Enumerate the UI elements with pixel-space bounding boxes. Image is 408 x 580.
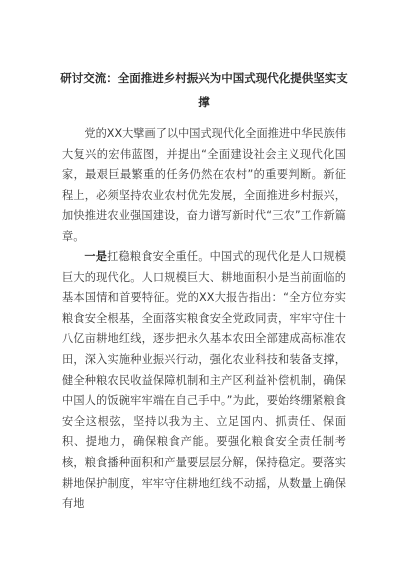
paragraph-intro-text: 党的XX大擘画了以中国式现代化全面推进中华民族伟大复兴的宏伟蓝图，并提出“全面建设社会主义现代化国家，最艰巨最繁重的任务仍然在农村”的重要判断。新征程上，必须坚持农业农村优先发展，全面推进乡村振兴，加快推进农业强国建设，奋力谱写新时代“三农”工作新篇章。 [62,127,346,243]
paragraph-food-security [62,247,346,515]
paragraph-food-security-text: 扛稳粮食安全重任。中国式的现代化是人口规模巨大的现代化。人口规模巨大、耕地面积小是当前面临的基本国情和首要特征。党的XX大报告指出：“全方位夯实粮食安全根基，全面落实粮食安全党政同责，牢牢守住十八亿亩耕地红线，逐步把永久基本农田全部建成高标准农田，深入实施种业振兴行动，强化农业科技和装备支撑，健全种粮农民收益保障机制和主产区利益补偿机制，确保中国人的饭碗牢牢端在自己手中。”为此，要始终绷紧粮食安全这根弦，坚持以我为主、立足国内、抓责任、保面积、提地力，确保粮食产能。要强化粮食安全责任制考核，粮食播种面积和产量要层层分解，保持稳定。要落实耕地保护制度，牢牢守住耕地红线不动摇，从数量上确保有地 [62,250,346,511]
document-title: 研讨交流：全面推进乡村振兴为中国式现代化提供坚实支撑 [60,71,348,109]
paragraph-lead-label: 一是 [84,250,108,263]
paragraph-intro [62,124,346,248]
